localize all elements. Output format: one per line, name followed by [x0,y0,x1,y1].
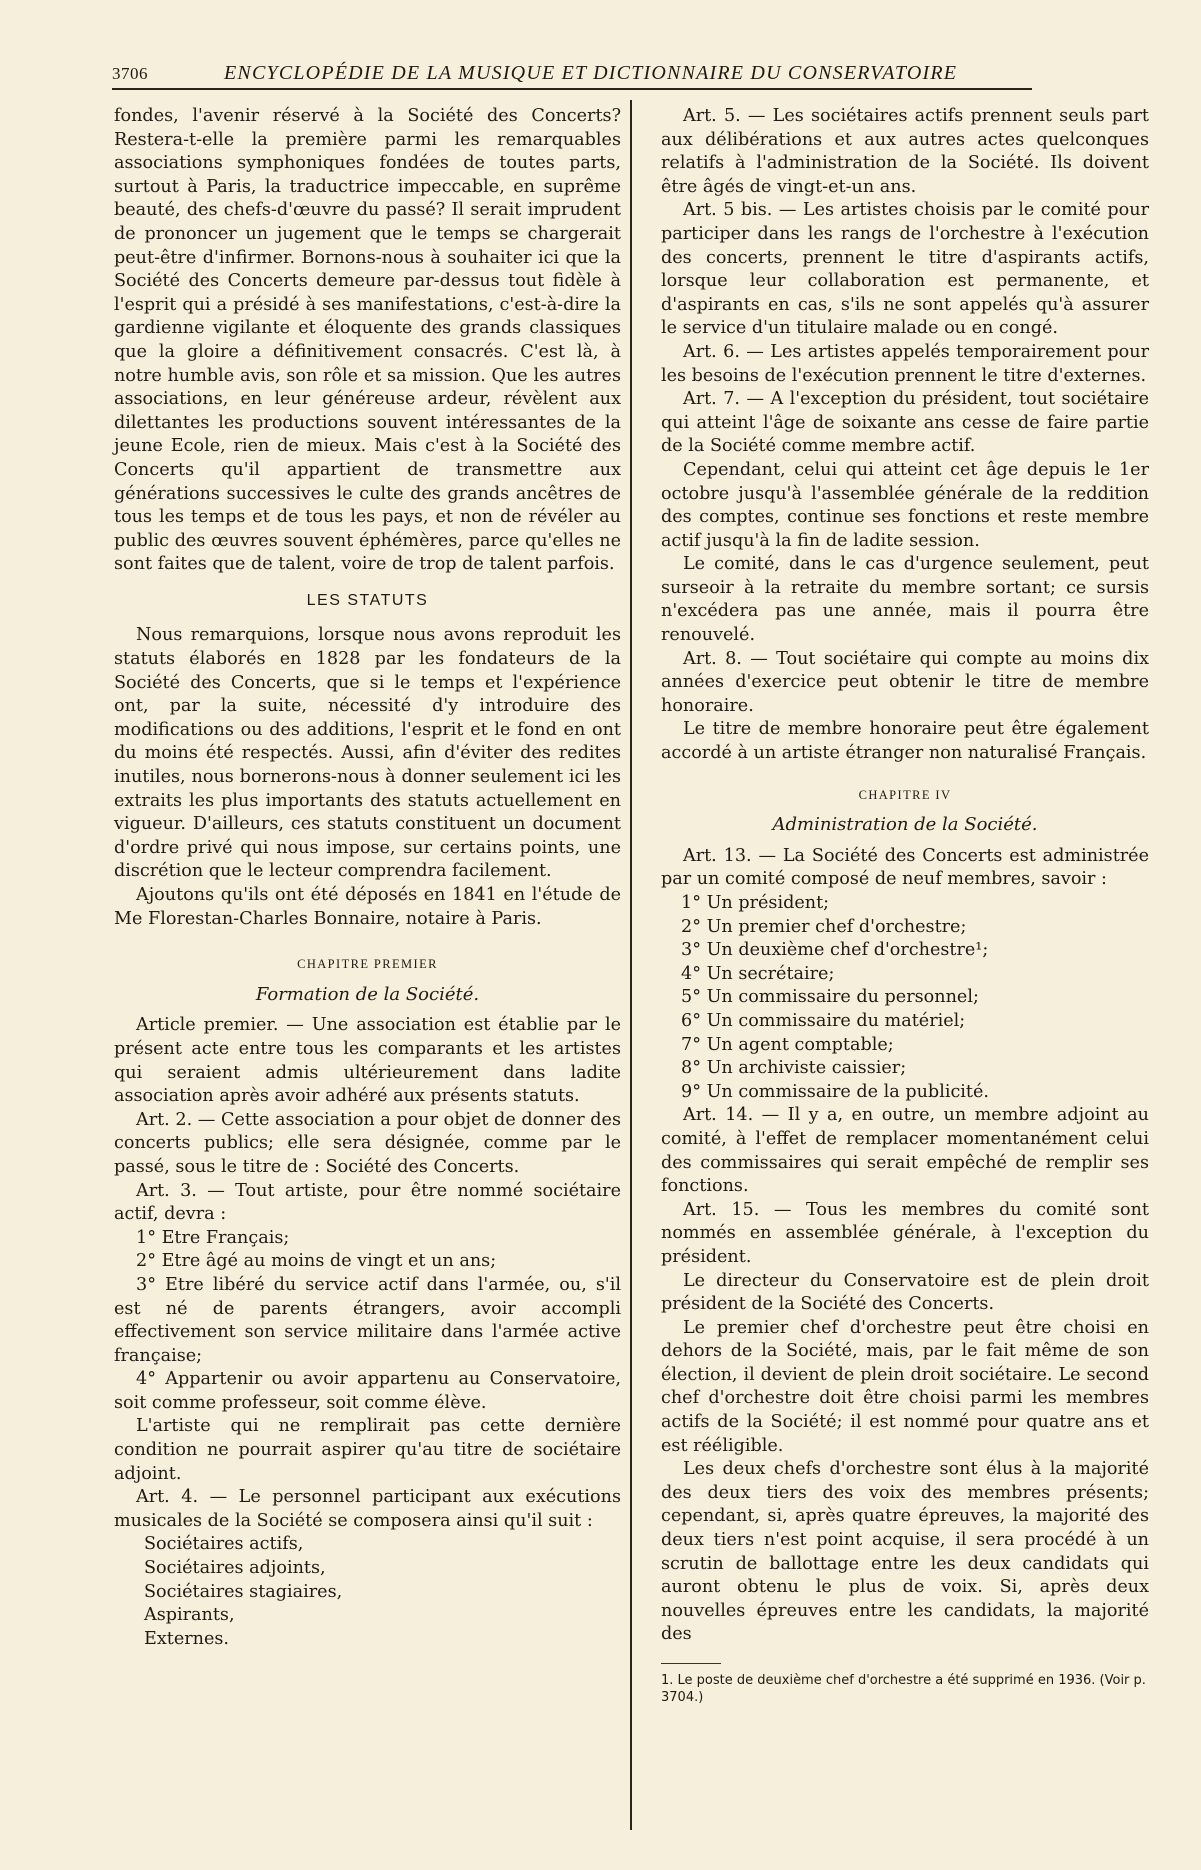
article-2: Art. 2. — Cette association a pour objet de donner des concerts publics; elle sera désignée, comme par le passé, sous le titre de : Société des Concerts. [114,1109,621,1177]
article-7-paragraph: Cependant, celui qui atteint cet âge depuis le 1er octobre jusqu'à l'assemblée générale de la reddition des comptes, continue ses fonctions et reste membre actif jusqu'à la fin de ladite session. [661,459,1149,551]
article-15-paragraph: Le directeur du Conservatoire est de plein droit président de la Société des Concerts. [661,1270,1149,1315]
article-1: Article premier. — Une association est établie par le présent acte entre tous les comparants et les artistes qui seraient admis ultérieurement dans ladite association après avoir adhéré aux présents statuts. [114,1015,621,1107]
statuts-paragraph: Nous remarquions, lorsque nous avons reproduit les statuts élaborés en 1828 par les fondateurs de la Société des Concerts, que si le temps et l'expérience ont, par la suite, nécessité d'y introduire des modifications ou des additions, l'esprit et le fond en ont du moins été respectés. Aussi, afin d'éviter des redites inutiles, nous bornerons-nous à donner seulement ici les extraits les plus importants des statuts actuellement en vigueur. D'ailleurs, ces statuts constituent un document d'ordre privé qui nous impose, sur certains points, une discrétion que le lecteur comprendra facilement. [114,625,621,882]
committee-member-item: 4° Un secrétaire; [681,963,835,984]
article-6: Art. 6. — Les artistes appelés temporairement pour les besoins de l'exécution prennent le titre d'externes. [661,341,1149,386]
article-8: Art. 8. — Tout sociétaire qui compte au moins dix années d'exercice peut obtenir le titre de membre honoraire. [661,648,1149,716]
article-15-paragraph: Le premier chef d'orchestre peut être choisi en dehors de la Société, mais, par le fait même de son élection, il devient de plein droit sociétaire. Le second chef d'orchestre doit être choisi parmi les membres actifs de la Société; il est nommé pour quatre ans et est rééligible. [661,1317,1149,1456]
article-15-paragraph: Les deux chefs d'orchestre sont élus à la majorité des deux tiers des voix des membres présents; cependant, si, après quatre épreuves, la majorité des deux tiers n'est point acquise, il sera procédé à un scrutin de ballottage entre les deux candidats qui auront obtenu le plus de voix. Si, après deux nouvelles épreuves entre les candidats, la majorité des [661,1459,1149,1645]
page-header [112,62,1032,90]
article-3: Art. 3. — Tout artiste, pour être nommé sociétaire actif, devra : [114,1180,621,1225]
article-7-paragraph: Le comité, dans le cas d'urgence seulement, peut surseoir à la retraite du membre sortant; ce sursis n'excédera pas une année, mais il pourra être renouvelé. [661,554,1149,646]
personnel-item: Externes. [144,1628,230,1649]
committee-member-item: 9° Un commissaire de la publicité. [681,1081,990,1102]
personnel-item: Sociétaires actifs, [144,1534,304,1555]
chapter-1-label: CHAPITRE PREMIER [297,957,438,972]
chapter-4-title: Administration de la Société. [772,814,1038,836]
article-8-paragraph: Le titre de membre honoraire peut être également accordé à un artiste étranger non naturalisé Français. [661,719,1149,764]
deposit-paragraph: Ajoutons qu'ils ont été déposés en 1841 en l'étude de Me Florestan-Charles Bonnaire, notaire à Paris. [114,885,621,929]
article-3-item: 1° Etre Français; [136,1227,290,1248]
committee-member-item: 3° Un deuxième chef d'orchestre¹; [681,940,989,961]
chapter-1-title: Formation de la Société. [255,983,480,1005]
committee-member-item: 8° Un archiviste caissier; [681,1058,907,1079]
article-3-item: 3° Etre libéré du service actif dans l'armée, ou, s'il est né de parents étrangers, avoir accompli effectivement son service militaire dans l'armée active française; [114,1274,621,1366]
chapter-4-label: CHAPITRE IV [858,787,952,802]
article-5: Art. 5. — Les sociétaires actifs prennent seuls part aux délibérations et aux autres actes quelconques relatifs à l'administration de la Société. Ils doivent être âgés de vingt-et-un ans. [661,106,1149,197]
personnel-item: Sociétaires adjoints, [144,1558,326,1579]
running-title: ENCYCLOPÉDIE DE LA MUSIQUE ET DICTIONNAIRE DU CONSERVATOIRE [224,62,958,84]
personnel-item: Aspirants, [144,1605,235,1626]
committee-member-item: 2° Un premier chef d'orchestre; [681,916,967,937]
footnote: 1. Le poste de deuxième chef d'orchestre a été supprimé en 1936. (Voir p. 3704.) [661,1673,1146,1705]
personnel-item: Sociétaires stagiaires, [144,1581,343,1602]
committee-member-item: 7° Un agent comptable; [681,1034,894,1055]
committee-member-item: 6° Un commissaire du matériel; [681,1010,966,1031]
committee-member-item: 1° Un président; [681,893,830,913]
statuts-heading: LES STATUTS [306,591,429,609]
right-column [661,105,1149,1706]
article-13: Art. 13. — La Société des Concerts est administrée par un comité composé de neuf membres, savoir : [661,845,1149,890]
article-15: Art. 15. — Tous les membres du comité sont nommés en assemblée générale, à l'exception du président. [661,1199,1149,1267]
article-14: Art. 14. — Il y a, en outre, un membre adjoint au comité, à l'effet de remplacer momentanément celui des commissaires qui serait empêché de remplir ses fonctions. [661,1105,1149,1197]
article-3-item: 2° Etre âgé au moins de vingt et un ans; [136,1251,497,1272]
left-column [114,105,621,1651]
article-3-note: L'artiste qui ne remplirait pas cette dernière condition ne pourrait aspirer qu'au titre de sociétaire adjoint. [114,1416,621,1484]
footnote-rule [661,1663,721,1664]
page-number: 3706 [112,64,148,83]
committee-member-item: 5° Un commissaire du personnel; [681,987,979,1008]
article-3-item: 4° Appartenir ou avoir appartenu au Conservatoire, soit comme professeur, soit comme élève. [114,1369,621,1413]
article-4: Art. 4. — Le personnel participant aux exécutions musicales de la Société se composera ainsi qu'il suit : [114,1487,621,1531]
intro-paragraph: fondes, l'avenir réservé à la Société des Concerts? Restera-t-elle la première parmi les remarquables associations symphoniques fondées de toutes parts, surtout à Paris, la traductrice impeccable, en suprême beauté, des chefs-d'œuvre du passé? Il serait imprudent de prononcer un jugement que le temps se chargerait peut-être d'infirmer. Bornons-nous à souhaiter ici que la Société des Concerts demeure par-dessus tout fidèle à l'esprit qui a présidé à ses manifestations, c'est-à-dire la gardienne vigilante et éloquente des grands classiques que la gloire a définitivement consacrés. C'est là, à notre humble avis, son rôle et sa mission. Que les autres associations, en leur généreuse ardeur, révèlent aux dilettantes les productions souvent intéressantes de la jeune Ecole, rien de mieux. Mais c'est à la Société des Concerts qu'il appartient de transmettre aux générations successives le culte des grands ancêtres de tous les temps et de tous les pays, et non de révéler au public des œuvres souvent éphémères, parce qu'elles ne sont faites que de talent, voire de trop de talent parfois. [114,106,621,575]
article-5-bis: Art. 5 bis. — Les artistes choisis par le comité pour participer dans les rangs de l'orchestre à l'exécution des concerts, prennent le titre d'aspirants actifs, lorsque leur collaboration est permanente, et d'aspirants en cas, s'ils ne sont appelés qu'à assurer le service d'un titulaire malade ou en congé. [661,200,1149,339]
column-divider [630,100,632,1830]
article-7: Art. 7. — A l'exception du président, tout sociétaire qui atteint l'âge de soixante ans cesse de faire partie de la Société comme membre actif. [661,389,1149,457]
